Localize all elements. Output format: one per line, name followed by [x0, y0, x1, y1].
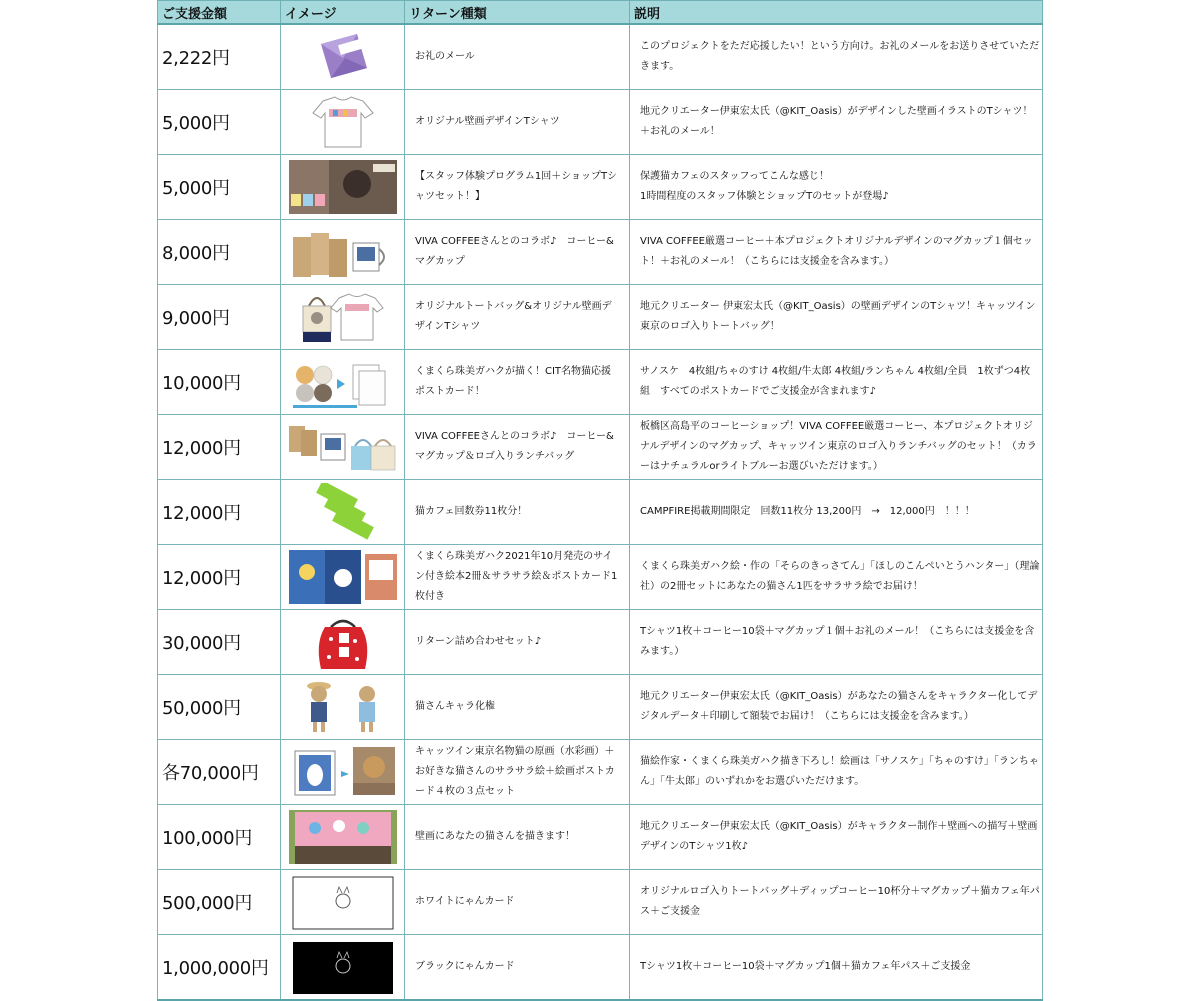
tote-bag-tshirt-icon	[287, 288, 399, 346]
image-cell	[281, 610, 405, 675]
image-cell	[281, 90, 405, 155]
picture-book-icon	[287, 548, 399, 606]
coffee-mug-lunchbag-icon	[287, 418, 399, 476]
amount-cell: 100,000円	[158, 805, 281, 870]
return-type-cell: オリジナルトートバッグ&オリジナル壁画デザインTシャツ	[405, 285, 630, 350]
table-row	[158, 675, 1043, 740]
return-type-cell: 猫カフェ回数券11枚分！	[405, 480, 630, 545]
ticket-icon	[287, 483, 399, 541]
table-row	[158, 90, 1043, 155]
header-image: イメージ	[281, 1, 405, 25]
lucky-bag-icon	[287, 613, 399, 671]
table-row	[158, 155, 1043, 220]
description-cell: 地元クリエーター伊東宏太氏（@KIT_Oasis）がキャラクター制作＋壁画への描写＋壁画デザインのTシャツ1枚♪	[630, 805, 1043, 870]
return-type-cell: オリジナル壁画デザインTシャツ	[405, 90, 630, 155]
table-row	[158, 24, 1043, 90]
description-cell: 保護猫カフェのスタッフってこんな感じ！ 1時間程度のスタッフ体験とショップTのセットが登場♪	[630, 155, 1043, 220]
image-cell	[281, 350, 405, 415]
image-cell	[281, 935, 405, 1001]
mural-photo-icon	[287, 808, 399, 866]
image-cell	[281, 220, 405, 285]
image-cell	[281, 740, 405, 805]
return-type-cell: お礼のメール	[405, 24, 630, 90]
description-cell: CAMPFIRE掲載期間限定 回数11枚分 13,200円 → 12,000円 ！！！	[630, 480, 1043, 545]
return-type-cell: リターン詰め合わせセット♪	[405, 610, 630, 675]
amount-cell: 500,000円	[158, 870, 281, 935]
image-cell	[281, 285, 405, 350]
table-row	[158, 350, 1043, 415]
return-type-cell: キャッツイン東京名物猫の原画（水彩画）＋お好きな猫さんのサラサラ絵＋絵画ポストカード４枚の３点セット	[405, 740, 630, 805]
return-type-cell: 猫さんキャラ化権	[405, 675, 630, 740]
image-cell	[281, 480, 405, 545]
amount-cell: 30,000円	[158, 610, 281, 675]
image-cell	[281, 675, 405, 740]
amount-cell: 12,000円	[158, 480, 281, 545]
description-cell: 板橋区高島平のコーヒーショップ！VIVA COFFEE厳選コーヒー、本プロジェクトオリジナルデザインのマグカップ、キャッツイン東京のロゴ入りランチバッグのセット！（カラーはナチュラルorライトブルーお選びいただけます。）	[630, 415, 1043, 480]
description-cell: Tシャツ1枚＋コーヒー10袋＋マグカップ1個＋猫カフェ年パス＋ご支援金	[630, 935, 1043, 1001]
description-cell: オリジナルロゴ入りトートバッグ＋ディップコーヒー10杯分＋マグカップ＋猫カフェ年パス＋ご支援金	[630, 870, 1043, 935]
table-row	[158, 545, 1043, 610]
amount-cell: 5,000円	[158, 90, 281, 155]
amount-cell: 9,000円	[158, 285, 281, 350]
black-card-icon	[287, 938, 399, 996]
amount-cell: 8,000円	[158, 220, 281, 285]
table-row	[158, 740, 1043, 805]
amount-cell: 10,000円	[158, 350, 281, 415]
description-cell: VIVA COFFEE厳選コーヒー＋本プロジェクトオリジナルデザインのマグカップ１個セット！＋お礼のメール！（こちらには支援金を含みます。）	[630, 220, 1043, 285]
white-card-icon	[287, 873, 399, 931]
description-cell: サノスケ 4枚組/ちゃのすけ 4枚組/牛太郎 4枚組/ランちゃん 4枚組/全員 1枚ずつ4枚組 すべてのポストカードでご支援金が含まれます♪	[630, 350, 1043, 415]
description-cell: Tシャツ1枚＋コーヒー10袋＋マグカップ１個＋お礼のメール！（こちらには支援金を含みます。）	[630, 610, 1043, 675]
return-type-cell: VIVA COFFEEさんとのコラボ♪ コーヒー&マグカップ＆ロゴ入りランチバッグ	[405, 415, 630, 480]
image-cell	[281, 870, 405, 935]
cat-character-icon	[287, 678, 399, 736]
return-type-cell: ホワイトにゃんカード	[405, 870, 630, 935]
description-cell: このプロジェクトをただ応援したい！という方向け。お礼のメールをお送りさせていただきます。	[630, 24, 1043, 90]
table-row	[158, 610, 1043, 675]
image-cell	[281, 545, 405, 610]
cat-postcard-icon	[287, 353, 399, 411]
image-cell	[281, 24, 405, 90]
return-type-cell: 壁画にあなたの猫さんを描きます！	[405, 805, 630, 870]
envelope-mail-icon	[287, 28, 399, 86]
description-cell: 地元クリエーター伊東宏太氏（@KIT_Oasis）がデザインした壁画イラストのTシャツ！＋お礼のメール！	[630, 90, 1043, 155]
return-type-cell: 【スタッフ体験プログラム1回＋ショップTシャツセット！】	[405, 155, 630, 220]
image-cell	[281, 155, 405, 220]
table-row	[158, 220, 1043, 285]
table-row	[158, 480, 1043, 545]
rewards-table	[157, 0, 1043, 1001]
table-row	[158, 870, 1043, 935]
table-row	[158, 805, 1043, 870]
watercolor-original-icon	[287, 743, 399, 801]
coffee-mug-icon	[287, 223, 399, 281]
amount-cell: 12,000円	[158, 545, 281, 610]
amount-cell: 2,222円	[158, 24, 281, 90]
return-type-cell: くまくら珠美ガハクが描く！CIT名物猫応援ポストカード！	[405, 350, 630, 415]
return-type-cell: ブラックにゃんカード	[405, 935, 630, 1001]
header-amount: ご支援金額	[158, 1, 281, 25]
description-cell: 地元クリエーター 伊東宏太氏（@KIT_Oasis）の壁画デザインのTシャツ！キャッツイン東京のロゴ入りトートバッグ！	[630, 285, 1043, 350]
amount-cell: 50,000円	[158, 675, 281, 740]
header-row	[158, 1, 1043, 25]
header-type: リターン種類	[405, 1, 630, 25]
description-cell: くまくら珠美ガハク絵・作の「そらのきっさてん」「ほしのこんぺいとうハンター」（理論社）の2冊セットにあなたの猫さん1匹をサラサラ絵でお届け！	[630, 545, 1043, 610]
table-row	[158, 935, 1043, 1001]
image-cell	[281, 415, 405, 480]
table-row	[158, 285, 1043, 350]
image-cell	[281, 805, 405, 870]
return-type-cell: くまくら珠美ガハク2021年10月発売のサイン付き絵本2冊＆サラサラ絵＆ポストカード1枚付き	[405, 545, 630, 610]
return-type-cell: VIVA COFFEEさんとのコラボ♪ コーヒー&マグカップ	[405, 220, 630, 285]
tshirt-icon	[287, 93, 399, 151]
amount-cell: 5,000円	[158, 155, 281, 220]
amount-cell: 各70,000円	[158, 740, 281, 805]
table-row	[158, 415, 1043, 480]
staff-experience-photo-icon	[287, 158, 399, 216]
amount-cell: 12,000円	[158, 415, 281, 480]
description-cell: 地元クリエーター伊東宏太氏（@KIT_Oasis）があなたの猫さんをキャラクター化してデジタルデータ＋印刷して額装でお届け！（こちらには支援金を含みます。）	[630, 675, 1043, 740]
header-description: 説明	[630, 1, 1043, 25]
description-cell: 猫絵作家・くまくら珠美ガハク描き下ろし！絵画は「サノスケ」「ちゃのすけ」「ランちゃん」「牛太郎」のいずれかをお選びいただけます。	[630, 740, 1043, 805]
amount-cell: 1,000,000円	[158, 935, 281, 1001]
